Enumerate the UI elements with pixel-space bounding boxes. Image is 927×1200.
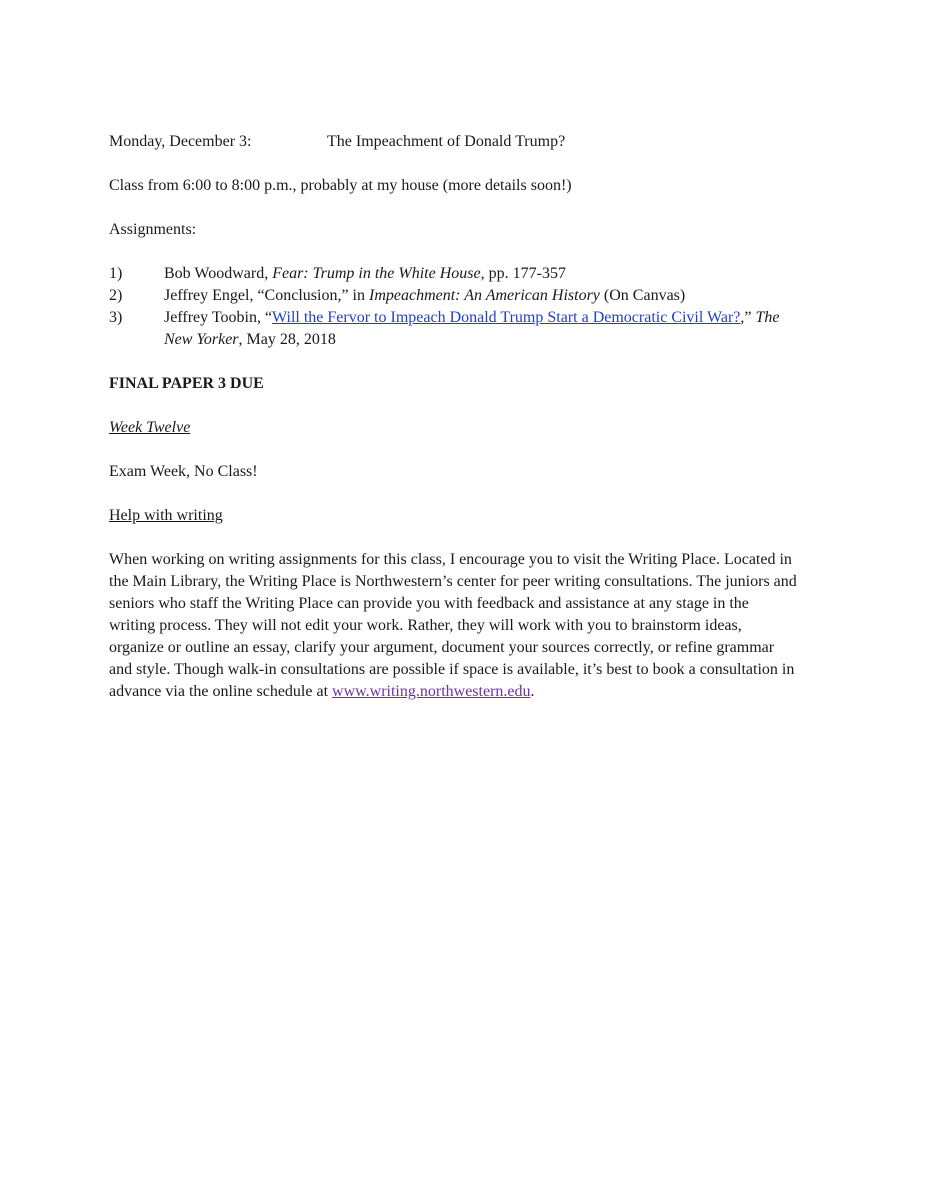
list-item [109,307,809,351]
help-paragraph: When working on writing assignments for this class, I encourage you to visit the Writing Place. Located in the Main Library, the Writing Place is Northwestern’s center for peer writing consultations. The juniors and seniors who staff the Writing Place can provide you with feedback and assistance at any stage in the writing process. They will not edit your work. Rather, they will work with you to brainstorm ideas, organize or outline an essay, clarify your argument, document your sources correctly, or refine grammar and style. Though walk-in consultations are possible if space is available, it’s best to book a consultation in advance via the online schedule at www.writing.northwestern.edu. [109,551,797,700]
list-item [109,263,809,285]
assignment-text: Bob Woodward, Fear: Trump in the White House, pp. 177-357 [164,265,566,282]
article-link[interactable]: Will the Fervor to Impeach Donald Trump Start a Democratic Civil War? [272,309,741,326]
list-number: 2) [109,287,123,304]
document-page [109,131,809,703]
list-number: 1) [109,265,123,282]
assignment-list [109,263,809,351]
final-paper-heading: FINAL PAPER 3 DUE [109,375,264,392]
list-number: 3) [109,309,123,326]
help-heading: Help with writing [109,507,223,524]
assignments-label: Assignments: [109,221,197,238]
assignment-text: Jeffrey Engel, “Conclusion,” in Impeachment: An American History (On Canvas) [164,287,686,304]
session-header [109,131,809,153]
session-date: Monday, December 3: [109,133,252,150]
session-topic: The Impeachment of Donald Trump? [327,133,566,150]
writing-place-link[interactable]: www.writing.northwestern.edu [332,683,531,700]
magazine-title: The New Yorker [164,309,780,348]
assignment-text: Jeffrey Toobin, “Will the Fervor to Impeach Donald Trump Start a Democratic Civil War?,” The New Yorker, May 28, 2018 [164,309,780,348]
class-note: Class from 6:00 to 8:00 p.m., probably at my house (more details soon!) [109,177,572,194]
week-twelve-heading: Week Twelve [109,419,191,436]
book-title: Fear: Trump in the White House [272,265,481,282]
list-item [109,285,809,307]
exam-week-note: Exam Week, No Class! [109,463,258,480]
book-title: Impeachment: An American History [368,287,600,304]
